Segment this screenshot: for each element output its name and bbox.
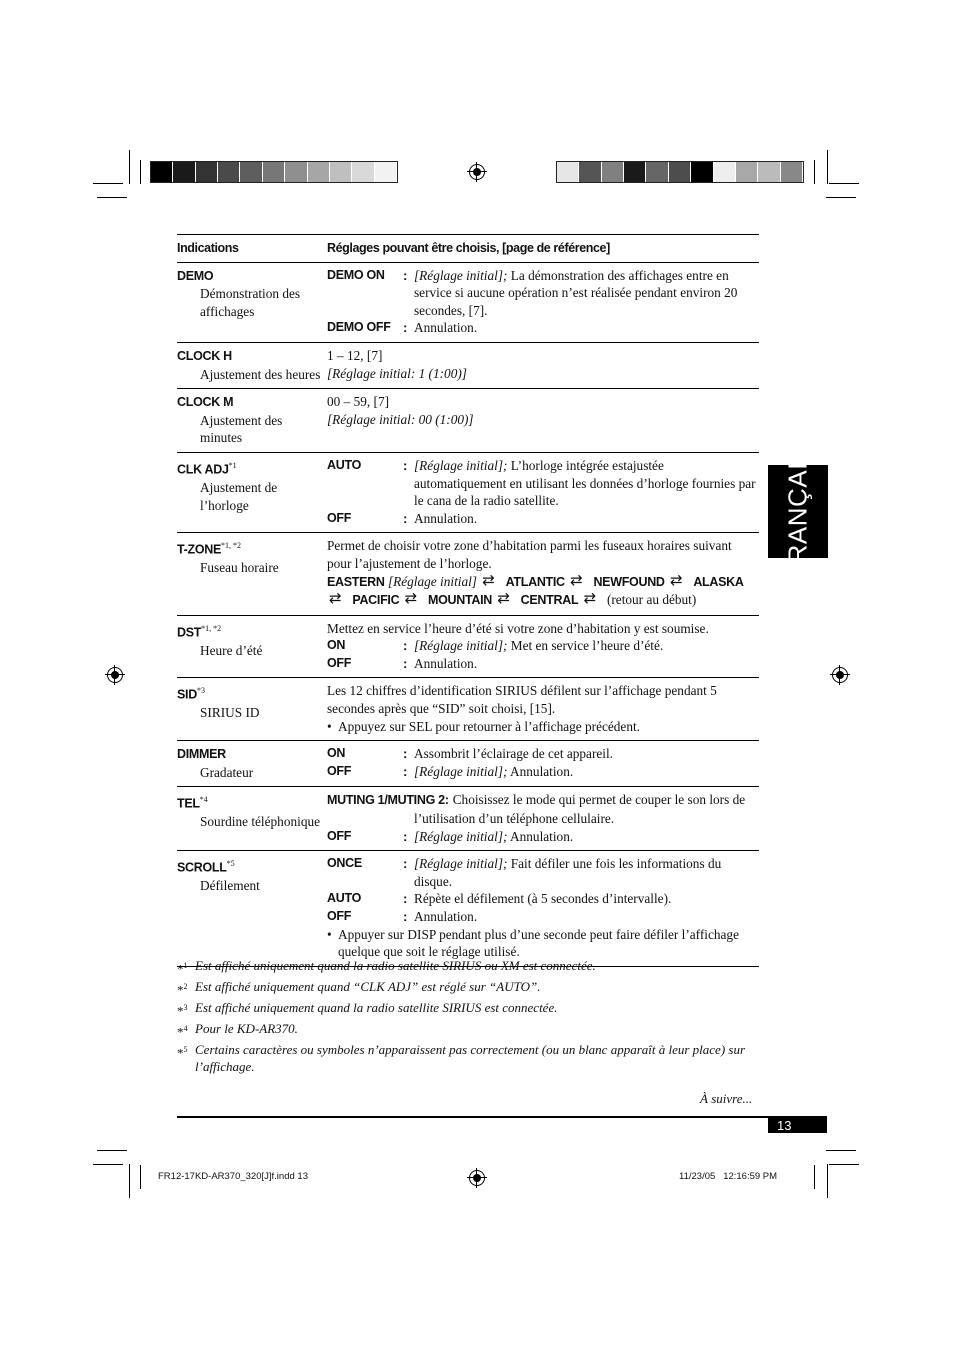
cycle-arrow-icon	[497, 595, 515, 605]
settings-cell	[327, 741, 759, 787]
setting-name: DIMMER	[177, 747, 226, 762]
settings-cell	[327, 615, 759, 678]
option-row	[327, 828, 759, 846]
footnote	[177, 978, 757, 999]
footnote-text: Certains caractères ou symboles n’apparaissent pas correctement (ou un blanc apparaît à leur place) sur l’affichage.	[195, 1041, 746, 1075]
indication-cell	[177, 389, 327, 453]
bullet-note	[327, 926, 759, 961]
color-swatch	[736, 162, 758, 182]
initial-setting-note: [Réglage initial];	[414, 763, 508, 779]
language-tab	[768, 443, 828, 580]
footnote	[177, 999, 757, 1020]
setting-text: Permet de choisir votre zone d’habitation parmi les fuseaux horaires suivant pour l’ajustement de l’horloge.	[327, 538, 732, 571]
table-row	[177, 389, 759, 453]
setting-description: Ajustement de l’horloge	[200, 479, 278, 513]
option-row	[327, 890, 759, 908]
setting-description: Fuseau horaire	[200, 560, 279, 576]
setting-name: SCROLL	[177, 860, 227, 875]
crop-mark	[829, 183, 859, 184]
crop-mark	[93, 1164, 123, 1165]
indication-cell	[177, 787, 327, 851]
color-swatch	[263, 162, 285, 182]
option-colon: :	[403, 267, 408, 283]
setting-name: CLOCK M	[177, 395, 234, 410]
setting-text: Les 12 chiffres d’identification SIRIUS défilent sur l’affichage pendant 5 secondes après que “SID” soit choisi, [15].	[327, 683, 717, 717]
crop-mark	[97, 1150, 127, 1151]
footnote-ref: *1	[228, 460, 237, 470]
setting-name: TEL	[177, 796, 200, 811]
option-text	[414, 457, 759, 510]
option-description: Répète el défilement (à 5 secondes d’intervalle).	[414, 891, 672, 907]
color-swatch	[557, 162, 579, 182]
cycle-arrow-icon	[584, 595, 602, 605]
setting-range: 1 – 12, [7]	[327, 347, 383, 363]
color-swatch	[240, 162, 262, 182]
option-description: Fait défiler une fois les informations du disque.	[414, 856, 722, 889]
option-text	[414, 828, 759, 846]
option-row	[327, 763, 759, 781]
language-tab-label: FRANÇAIS	[782, 443, 813, 580]
bullet-text: Appuyer sur DISP pendant plus d’une seconde peut faire défiler l’affichage quelque que soit le réglage utilisé.	[338, 926, 739, 960]
option-row	[327, 510, 759, 528]
initial-setting-note: [Réglage initial];	[414, 638, 508, 654]
initial-setting-note: [Réglage initial]	[384, 573, 481, 589]
option-row	[327, 855, 759, 890]
option-key: DEMO ON	[327, 267, 385, 282]
footer-rule	[177, 1116, 827, 1118]
option-row	[327, 319, 759, 337]
setting-name: DEMO	[177, 268, 214, 283]
footnote-marker: *$^1$	[177, 961, 188, 977]
settings-cell	[327, 533, 759, 615]
registration-mark-icon	[469, 164, 485, 180]
setting-name: CLK ADJ	[177, 462, 229, 477]
color-swatch	[308, 162, 330, 182]
setting-name: T-ZONE	[177, 542, 222, 557]
initial-setting-note: [Réglage initial];	[414, 267, 508, 283]
footnote	[177, 1020, 757, 1041]
footnote-ref: *3	[196, 686, 205, 696]
crop-mark	[814, 1165, 815, 1189]
color-swatch	[714, 162, 736, 182]
option-text	[414, 655, 759, 673]
color-swatch	[758, 162, 780, 182]
option-row	[327, 908, 759, 926]
option-row	[327, 791, 759, 827]
time-zone-option: ALASKA	[693, 574, 744, 589]
initial-setting-note: [Réglage initial];	[414, 828, 508, 844]
color-swatch	[285, 162, 307, 182]
crop-mark	[129, 1164, 130, 1198]
footnote-marker: *$^2$	[177, 981, 188, 998]
setting-name: SID	[177, 687, 197, 702]
footnote-text: Est affiché uniquement quand la radio satellite SIRIUS est connectée.	[195, 999, 558, 1015]
setting-description: Démonstration des affichages	[200, 286, 301, 319]
crop-mark	[140, 160, 141, 184]
option-text	[414, 745, 759, 763]
option-description: La démonstration des affichages entre en service si aucune opération n’est réalisée pendant environ 20 secondes, [7].	[414, 267, 738, 318]
option-text	[414, 792, 745, 826]
table-row	[177, 851, 759, 967]
footnote-number: 2	[183, 981, 188, 991]
color-swatch	[330, 162, 352, 182]
option-colon: :	[403, 891, 408, 907]
footnote-marker: *$^4$	[177, 1023, 188, 1040]
bullet-icon: •	[327, 926, 332, 942]
bullet-text: Appuyez sur SEL pour retourner à l’affichage précédent.	[338, 718, 641, 734]
color-swatch	[602, 162, 624, 182]
time-zone-option: MOUNTAIN	[427, 593, 492, 608]
option-colon: :	[403, 457, 408, 473]
setting-initial: [Réglage initial: 00 (1:00)]	[327, 411, 474, 427]
column-header-indications: Indications	[177, 241, 239, 255]
option-colon: :	[403, 510, 408, 526]
setting-initial: [Réglage initial: 1 (1:00)]	[327, 365, 467, 381]
crop-mark	[140, 1165, 141, 1189]
crop-mark	[826, 1150, 856, 1151]
table-row	[177, 741, 759, 787]
footnote-marker: *$^5$	[177, 1044, 188, 1061]
footnote-number: 1	[183, 961, 188, 970]
settings-cell	[327, 452, 759, 532]
footnote-number: 4	[183, 1023, 188, 1033]
color-swatch	[218, 162, 240, 182]
cycle-arrow-icon	[570, 577, 588, 587]
option-text	[414, 908, 759, 926]
initial-setting-note: [Réglage initial];	[414, 457, 508, 473]
settings-cell	[327, 851, 759, 967]
footnote-text: Est affiché uniquement quand “CLK ADJ” est réglé sur “AUTO”.	[195, 978, 541, 994]
cycle-end-note: (retour au début)	[606, 592, 697, 608]
registration-mark-icon	[107, 667, 123, 683]
color-swatch	[173, 162, 195, 182]
indication-cell	[177, 342, 327, 388]
bullet-icon: •	[327, 718, 332, 734]
option-key: DEMO OFF	[327, 320, 391, 335]
color-swatch	[196, 162, 218, 182]
table-row	[177, 533, 759, 615]
crop-mark	[814, 160, 815, 184]
option-row	[327, 637, 759, 655]
continue-note: À suivre...	[700, 1091, 753, 1106]
option-key: ON	[327, 638, 346, 653]
registration-mark-icon	[469, 1170, 485, 1186]
print-slug-right: 11/23/05 12:16:59 PM	[679, 1171, 778, 1182]
time-zone-option: CENTRAL	[520, 593, 579, 608]
option-key: OFF	[327, 828, 352, 843]
option-description: Assombrit l’éclairage de cet appareil.	[414, 746, 613, 762]
option-colon: :	[403, 320, 408, 336]
indication-cell	[177, 678, 327, 741]
table-row	[177, 342, 759, 388]
option-row	[327, 655, 759, 673]
footnote-text: Pour le KD-AR370.	[195, 1020, 298, 1036]
settings-cell	[327, 262, 759, 342]
crop-mark	[93, 183, 123, 184]
color-swatch	[151, 162, 173, 182]
option-colon: :	[403, 856, 408, 872]
option-description: Annulation.	[414, 909, 478, 924]
cycle-arrow-icon	[482, 577, 500, 587]
color-swatch	[691, 162, 713, 182]
color-swatch	[669, 162, 691, 182]
option-colon: :	[403, 763, 408, 779]
footnote-marker: *$^3$	[177, 1002, 188, 1019]
setting-description: SIRIUS ID	[200, 705, 260, 721]
setting-description: Ajustement des heures	[200, 366, 321, 382]
color-swatch	[375, 162, 397, 182]
footnote	[177, 1041, 757, 1076]
indication-cell	[177, 533, 327, 615]
option-key: MUTING 1/MUTING 2:	[327, 793, 449, 808]
settings-cell	[327, 342, 759, 388]
cycle-arrow-icon	[329, 595, 347, 605]
crop-mark	[129, 150, 130, 184]
time-zone-option: PACIFIC	[352, 593, 400, 608]
footnotes	[177, 957, 757, 1076]
option-text	[414, 890, 759, 908]
time-zone-cycle	[327, 573, 759, 610]
option-colon: :	[403, 746, 408, 762]
footnote-number: 3	[183, 1002, 188, 1012]
footnote	[177, 957, 757, 978]
settings-cell	[327, 678, 759, 741]
setting-description: Sourdine téléphonique	[200, 814, 321, 830]
crop-mark	[829, 1164, 859, 1165]
option-colon: :	[403, 828, 408, 844]
option-row	[327, 457, 759, 510]
setting-description: Ajustement des minutes	[200, 412, 283, 446]
option-description: Annulation.	[414, 320, 478, 336]
indication-cell	[177, 851, 327, 967]
option-description: L’horloge intégrée estajustée automatiquement en utilisant les données d’horloge fournies par le cana de la radio satellite.	[414, 457, 756, 509]
footnote-text: Est affiché uniquement quand la radio satellite SIRIUS ou XM est connectée.	[195, 958, 596, 973]
option-text	[414, 855, 759, 890]
setting-description: Défilement	[200, 878, 260, 894]
cycle-arrow-icon	[405, 595, 423, 605]
option-key: OFF	[327, 763, 352, 778]
footnote-ref: *4	[199, 795, 208, 805]
settings-cell	[327, 389, 759, 453]
option-colon: :	[403, 638, 408, 654]
option-text	[414, 267, 759, 320]
table-row	[177, 787, 759, 851]
option-key: OFF	[327, 510, 352, 525]
color-swatch	[579, 162, 601, 182]
crop-mark	[97, 197, 127, 198]
footnote-number: 5	[183, 1044, 188, 1054]
settings-cell	[327, 787, 759, 851]
print-slug-left: FR12-17KD-AR370_320[J]f.indd 13	[158, 1171, 308, 1182]
footnote-ref: *1, *2	[201, 623, 222, 633]
crop-mark	[826, 197, 856, 198]
setting-text: Mettez en service l’heure d’été si votre zone d’habitation y est soumise.	[327, 620, 709, 636]
option-description: Met en service l’heure d’été.	[507, 638, 664, 654]
time-zone-option: NEWFOUND	[593, 574, 665, 589]
table-row	[177, 678, 759, 741]
indication-cell	[177, 452, 327, 532]
table-row	[177, 262, 759, 342]
option-key: OFF	[327, 909, 352, 923]
option-description: Choisissez le mode qui permet de couper le son lors de l’utilisation d’un téléphone cellulaire.	[414, 792, 746, 827]
option-key: AUTO	[327, 891, 361, 906]
setting-range: 00 – 59, [7]	[327, 394, 390, 410]
color-swatch	[781, 162, 803, 182]
indication-cell	[177, 615, 327, 678]
color-calibration-bar-right	[556, 161, 804, 183]
option-key: AUTO	[327, 457, 361, 472]
settings-table	[177, 234, 759, 967]
table-row	[177, 452, 759, 532]
color-swatch	[646, 162, 668, 182]
option-description: Annulation.	[414, 510, 478, 526]
color-calibration-bar-left	[150, 161, 398, 183]
option-text	[414, 763, 759, 781]
table-row	[177, 615, 759, 678]
option-text	[414, 510, 759, 528]
option-description: Annulation.	[507, 763, 574, 779]
initial-setting-note: [Réglage initial];	[414, 856, 508, 872]
setting-description: Gradateur	[200, 764, 254, 780]
setting-name: CLOCK H	[177, 348, 232, 363]
option-text	[414, 319, 759, 337]
option-row	[327, 267, 759, 320]
option-key: ONCE	[327, 856, 362, 871]
indication-cell	[177, 741, 327, 787]
crop-mark	[827, 1164, 828, 1198]
crop-mark	[827, 150, 828, 184]
indication-cell	[177, 262, 327, 342]
bullet-note	[327, 718, 759, 736]
option-key: OFF	[327, 655, 352, 670]
option-description: Annulation.	[507, 828, 574, 844]
footnote-ref: *5	[226, 859, 235, 869]
cycle-arrow-icon	[670, 577, 688, 587]
option-key: ON	[327, 746, 346, 761]
registration-mark-icon	[832, 667, 848, 683]
time-zone-option: EASTERN	[327, 574, 385, 589]
setting-name: DST	[177, 625, 202, 640]
setting-description: Heure d’été	[200, 642, 263, 658]
color-swatch	[624, 162, 646, 182]
option-colon: :	[403, 909, 408, 924]
column-header-settings: Réglages pouvant être choisis, [page de référence]	[327, 241, 610, 255]
table-header-row	[177, 235, 759, 263]
color-swatch	[352, 162, 374, 182]
time-zone-option: ATLANTIC	[505, 574, 565, 589]
option-description: Annulation.	[414, 655, 478, 671]
page-number: 13	[768, 1118, 827, 1133]
option-row	[327, 745, 759, 763]
option-text	[414, 637, 759, 655]
footnote-ref: *1, *2	[221, 541, 242, 551]
option-colon: :	[403, 655, 408, 671]
